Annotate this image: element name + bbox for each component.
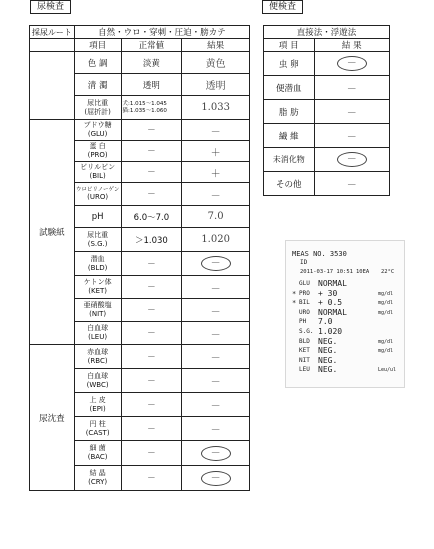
result-value [182,276,250,299]
item-name [74,345,121,369]
item-sub-text: (NIT) [89,310,107,318]
item-name [74,322,121,345]
result-value-text: － [210,472,221,484]
normal-value [121,393,182,417]
stool-item-name [264,172,315,196]
item-name-text: 白血球 [87,371,109,380]
normal-value [121,345,182,369]
result-circle-mark [337,152,367,167]
normal-value [121,276,182,299]
stool-result [314,148,389,172]
normal-value [121,162,182,183]
header-result [182,39,250,52]
header-item-text: 項目 [89,41,107,51]
stool-exam-table [263,25,390,196]
result-value [182,345,250,369]
receipt-item-value: NORMAL [318,279,347,288]
receipt-item-name: BLD [299,337,310,345]
stool-result [314,124,389,148]
item-name [74,183,121,206]
stool-header-result-text: 結 果 [341,41,362,51]
result-value-text: 黄色 [205,59,226,70]
result-value [182,162,250,183]
receipt-item-value: NEG. [318,346,338,356]
item-name-text: 細 菌 [89,444,106,452]
item-name-text: ブドウ糖 [83,121,112,129]
item-name [74,96,121,120]
normal-value [121,417,182,441]
result-value [182,120,250,141]
table-row [264,148,390,172]
result-value [182,252,250,276]
item-name-text: 赤血球 [87,347,109,356]
item-name [74,417,121,441]
receipt-item-value: NEG. [318,336,338,346]
normal-value-text: － [147,147,156,157]
item-name [74,299,121,322]
item-sub-text: (GLU) [87,130,108,138]
stool-result [314,100,389,124]
item-name [74,369,121,393]
item-sub-text: (WBC) [86,380,109,389]
normal-value [121,183,182,206]
stool-item-name [264,52,315,76]
item-sub-text: (LEU) [88,333,108,341]
result-value-text: － [210,425,221,436]
normal-value-text: － [147,168,156,178]
result-value [182,206,250,228]
stool-item-name-text: 便潜血 [276,83,302,94]
receipt-item-unit: mg/dl [378,348,394,355]
receipt-item-value: NEG. [318,355,338,365]
table-row [30,345,250,369]
normal-value-text: 透明 [142,80,160,91]
table-row [264,52,390,76]
table-row [264,76,390,100]
item-name-text: 蛋 白 [89,142,106,150]
result-value [182,417,250,441]
item-name [74,228,121,252]
item-name-text: 円 柱 [89,419,106,428]
stool-item-name [264,100,315,124]
route-options-text: 自然・ウロ・穿刺・圧迫・膀カテ [98,28,226,38]
header-normal [121,39,182,52]
table-row [264,100,390,124]
item-sub-text: (EPI) [89,404,106,413]
receipt-item-value: + 0.5 [318,298,343,308]
stool-exam-tab-label: 便検査 [269,2,297,12]
table-row [264,172,390,196]
result-value [182,141,250,162]
stool-method-text: 直接法・浮遊法 [296,28,357,38]
result-circle-mark [201,446,231,461]
section-blank [30,74,75,96]
stool-result-text: － [346,84,357,95]
item-sub-text: (CRY) [88,478,108,486]
stool-item-name-text: 未消化物 [272,155,305,164]
item-name-text: 結 晶 [89,469,106,477]
header-result-text: 結果 [207,41,225,51]
normal-value-2-text: 猫:1.035～1.060 [122,107,167,114]
item-name-text: 潜血 [90,254,105,263]
result-value-text: 1.033 [201,102,230,113]
stool-header-item-text: 項 目 [278,41,299,51]
normal-value [121,322,182,345]
route-label-text: 採尿ルート [31,27,72,37]
result-value-text: － [210,447,221,459]
normal-value-text: － [147,474,156,484]
table-row [30,52,250,74]
result-value [182,96,250,120]
analyzer-receipt [285,240,405,388]
normal-value-text: 淡黄 [142,58,160,69]
normal-value-text: ＞1.030 [134,235,168,246]
stool-method [264,26,390,39]
normal-value [121,52,182,74]
receipt-lab-text: 10EA [356,269,370,275]
item-name [74,252,121,276]
result-value [182,441,250,466]
normal-value [121,252,182,276]
stool-header-item [264,39,315,52]
item-name-text: 清 濁 [87,80,108,91]
table-row [30,120,250,141]
table-row [264,124,390,148]
route-options [74,26,249,39]
result-value [182,322,250,345]
item-name-text: pH [91,211,104,222]
header-blank [30,39,75,52]
stool-result-text: － [346,58,357,69]
receipt-lines [286,241,404,387]
normal-value [121,206,182,228]
section-blank [30,52,75,74]
result-value-text: 7.0 [207,211,224,222]
stool-item-name-text: 繊 維 [278,131,299,142]
result-value [182,393,250,417]
item-name-text: 上 皮 [89,395,106,404]
result-value-text: － [210,258,221,269]
item-name-text: 白血球 [87,324,109,332]
header-item [74,39,121,52]
item-sub-text: (屈折計) [84,107,111,116]
item-name-text: ウロビリノーゲン [75,186,120,193]
item-sub-text: (BAC) [87,453,108,461]
item-name [74,52,121,74]
item-sub-text: (BIL) [89,172,106,180]
receipt-item-value: 1.020 [318,327,343,336]
section-blank [30,96,75,120]
urine-exam-tab-label: 尿検査 [37,2,65,12]
receipt-item-unit: mg/dl [378,290,394,297]
section-sediment-text: 尿沈査 [39,413,65,424]
item-name [74,206,121,228]
receipt-id-text: ID [300,259,308,266]
table-row [30,74,250,96]
receipt-item-name: S.G. [299,328,314,335]
result-value-text: － [210,377,221,388]
result-value [182,183,250,206]
normal-value-text: 犬:1.015～1.045 [122,100,167,107]
item-sub-text: (CAST) [85,428,110,437]
result-value [182,299,250,322]
item-name-text: 尿比重 [87,230,109,239]
item-name-text: 色 調 [87,58,108,69]
result-value-text: － [210,329,221,341]
receipt-item-name: URO [299,308,310,316]
receipt-item-name: KET [299,347,310,355]
item-name [74,466,121,491]
normal-value [121,141,182,162]
normal-value [121,228,182,252]
receipt-item-unit: Leu/ul [378,367,397,374]
normal-value-text: － [147,424,156,435]
result-value-text: － [210,283,221,295]
receipt-item-name: LEU [299,366,310,374]
item-sub-text: (URO) [87,192,109,201]
result-value-text: ＋ [210,168,221,180]
receipt-datetime-text: 2011-03-17 10:51 [300,269,353,275]
receipt-item-value: NEG. [318,365,338,375]
result-value-text: － [210,353,221,364]
item-sub-text: (BLD) [87,263,108,272]
stool-item-name [264,76,315,100]
route-label [30,26,75,39]
receipt-mark: * [292,289,297,298]
result-circle-mark [201,256,231,271]
stool-item-name [264,124,315,148]
result-value-text: 透明 [205,81,226,92]
stool-result [314,52,389,76]
item-name-text: ビリルビン [80,163,116,171]
result-value [182,369,250,393]
section-test-paper-text: 試験紙 [39,228,65,238]
item-name [74,120,121,141]
receipt-temp-text: 22°C [381,269,395,275]
item-name [74,74,121,96]
normal-value [121,441,182,466]
normal-value-text: 6.0～7.0 [133,212,170,223]
receipt-item-name: BIL [299,299,310,307]
receipt-mark: * [292,299,297,308]
item-name-text: ケトン体 [83,278,112,286]
normal-value [121,299,182,322]
result-value-text: － [210,126,221,138]
result-value-text: 1.020 [201,234,230,245]
table-row [30,96,250,120]
section-test-paper [30,120,75,345]
normal-value-text: － [147,259,156,270]
normal-value [121,74,182,96]
receipt-item-value: NORMAL [318,307,347,317]
receipt-item-name: PRO [299,289,310,297]
urine-exam-tab [30,0,71,14]
stool-result-text: － [346,180,357,191]
normal-value [121,120,182,141]
stool-item-name-text: その他 [276,179,302,190]
result-value [182,228,250,252]
result-circle-mark [337,56,367,71]
item-sub-text: (PRO) [87,151,108,159]
receipt-item-unit: mg/dl [378,309,394,316]
result-value [182,466,250,491]
result-value-text: － [210,401,221,412]
receipt-item-unit: mg/dl [378,300,394,307]
normal-value-text: － [147,352,156,363]
receipt-item-value: 7.0 [318,317,333,327]
receipt-item-name: PH [299,318,307,326]
result-value [182,52,250,74]
normal-value-text: － [147,400,156,411]
receipt-meas-no-text: MEAS NO. 3530 [292,250,347,258]
item-name [74,162,121,183]
result-value-text: － [210,190,221,202]
result-circle-mark [201,471,231,486]
stool-result-text: － [346,108,357,119]
header-normal-text: 正常値 [138,41,165,51]
item-name-text: 亜硝酸塩 [83,301,112,309]
receipt-item-name: GLU [299,280,310,287]
item-name [74,441,121,466]
item-sub-text: (S.G.) [87,239,108,248]
stool-result [314,172,389,196]
normal-value-text: － [147,376,156,387]
normal-value-text: － [147,126,156,136]
normal-value [121,466,182,491]
stool-item-name [264,148,315,172]
receipt-item-value: + 30 [318,288,338,298]
normal-value [121,96,182,120]
result-value [182,74,250,96]
item-sub-text: (RBC) [87,356,108,365]
normal-value-text: － [147,306,156,316]
item-sub-text: (KET) [88,287,108,295]
section-sediment [30,345,75,491]
item-name [74,141,121,162]
stool-result [314,76,389,100]
normal-value-text: － [147,190,156,200]
normal-value-text: － [147,329,156,339]
item-name [74,393,121,417]
stool-item-name-text: 脂 肪 [278,107,299,118]
receipt-item-name: NIT [299,356,310,364]
stool-result-text: － [346,154,357,165]
normal-value [121,369,182,393]
normal-value-text: － [147,283,156,293]
urine-exam-table [29,25,250,491]
item-name-text: 尿比重 [87,98,109,107]
stool-result-text: － [346,132,357,143]
item-name [74,276,121,299]
stool-item-name-text: 虫 卵 [278,59,299,70]
stool-exam-tab [262,0,303,14]
result-value-text: － [210,306,221,318]
normal-value-text: － [147,449,156,459]
receipt-item-unit: mg/dl [378,338,394,345]
stool-header-result [314,39,389,52]
result-value-text: ＋ [210,147,221,159]
